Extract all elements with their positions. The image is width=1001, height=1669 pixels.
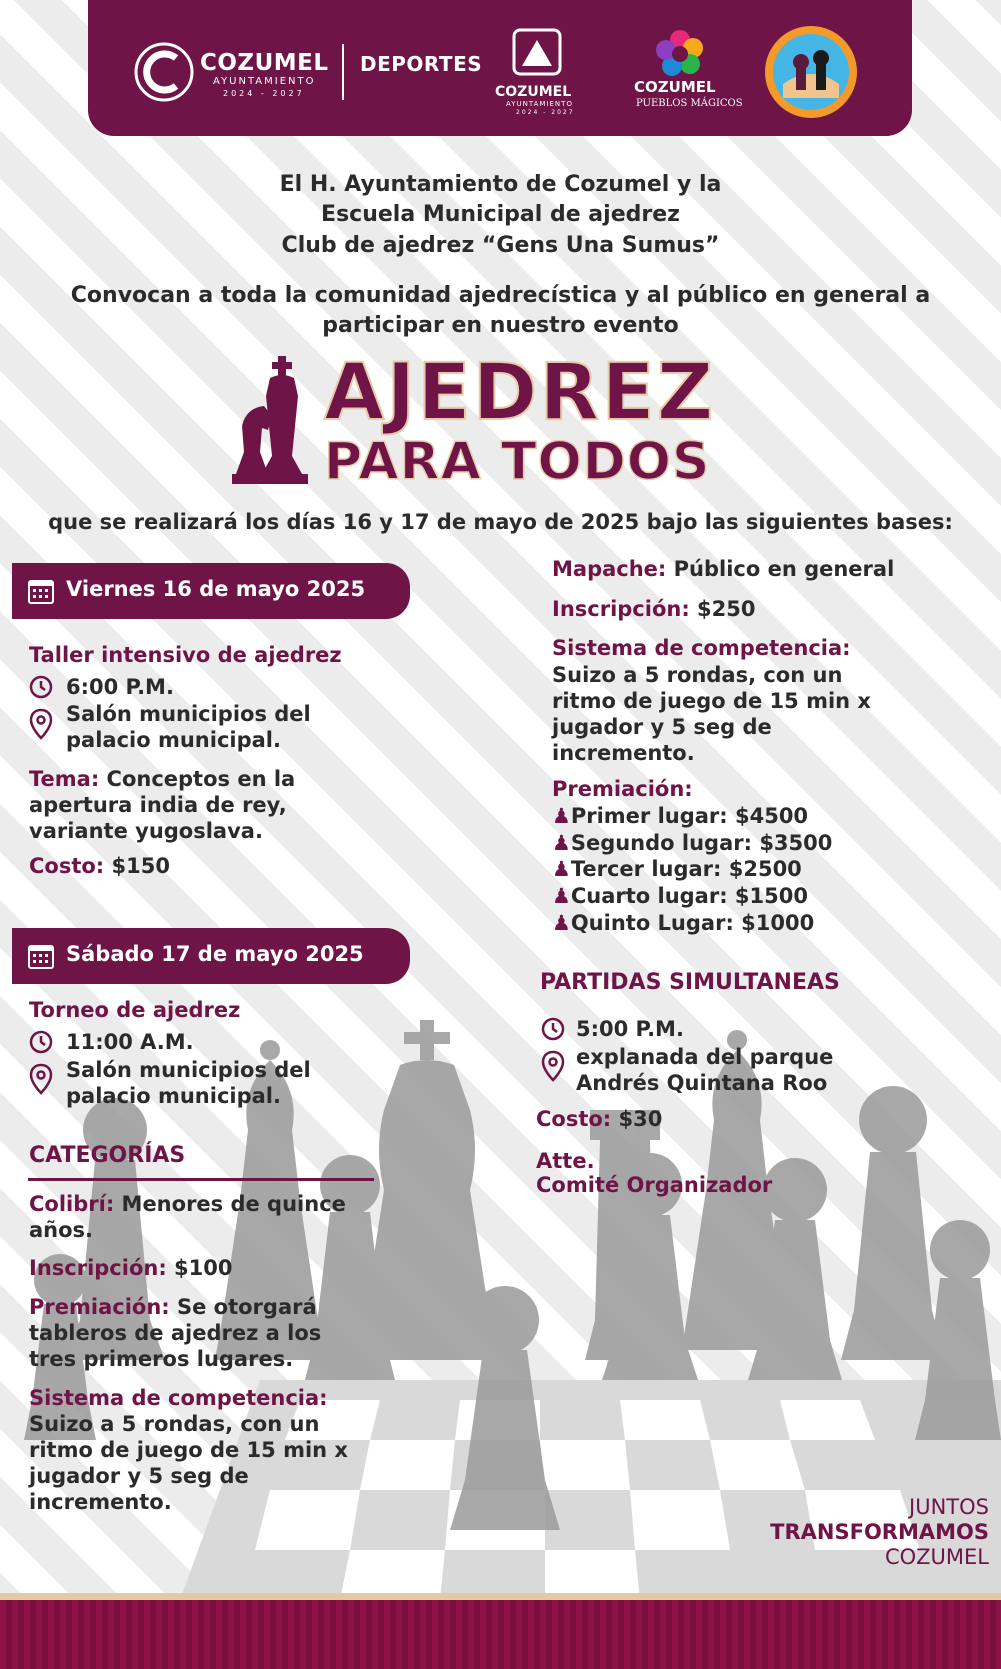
colibri-line-1: Menores de quince <box>121 1192 346 1216</box>
mapache-sistema-line-1: Suizo a 5 rondas, con un <box>552 663 843 687</box>
saturday-place-2: palacio municipal. <box>66 1084 281 1108</box>
friday-time: 6:00 P.M. <box>66 675 174 699</box>
mapache-inscripcion-label: Inscripción: <box>552 597 690 621</box>
slogan-juntos: JUNTOS <box>909 1495 989 1519</box>
title-ajedrez: AJEDREZ <box>324 348 716 438</box>
pueblos-magicos-flower-icon <box>652 26 708 82</box>
colibri-premiacion <box>29 1294 317 1320</box>
mapache-sistema-label: Sistema de competencia: <box>552 636 851 660</box>
comite-organizador: Comité Organizador <box>536 1173 773 1197</box>
prize-text: Tercer lugar: $2500 <box>570 857 802 881</box>
saturday-time: 11:00 A.M. <box>66 1030 194 1054</box>
pawn-icon: ♟ <box>552 831 571 855</box>
prize-item <box>552 883 808 909</box>
colibri-inscripcion <box>29 1255 233 1281</box>
prize-text: Quinto Lugar: $1000 <box>570 911 815 935</box>
intro-line-4: Convocan a toda la comunidad ajedrecística y al público en general a <box>70 283 931 308</box>
pueblos-logo-subtitle: PUEBLOS MÁGICOS <box>636 98 743 109</box>
colibri-inscripcion-value: $100 <box>174 1256 233 1280</box>
king-knight-icon <box>232 356 322 486</box>
calendar-icon <box>27 942 55 970</box>
pawn-icon: ♟ <box>552 884 571 908</box>
bottom-accent-line <box>0 1593 1001 1600</box>
mapache-value: Público en general <box>673 557 895 581</box>
mapache-inscripcion-value: $250 <box>697 597 756 621</box>
deportes-label: DEPORTES <box>360 52 483 76</box>
prize-item <box>552 830 832 856</box>
colibri-sistema-label: Sistema de competencia: <box>29 1386 328 1410</box>
simultaneas-costo-label: Costo: <box>536 1107 612 1131</box>
mapache-sistema-line-3: jugador y 5 seg de <box>552 715 772 739</box>
pawn-icon: ♟ <box>552 857 571 881</box>
cozumel-logo-title: COZUMEL <box>200 50 329 76</box>
atte: Atte. <box>536 1149 595 1173</box>
clock-icon <box>28 1029 54 1055</box>
friday-tema-label: Tema: <box>29 767 100 791</box>
slogan-cozumel: COZUMEL <box>884 1545 989 1569</box>
colibri-sistema-line-4: incremento. <box>29 1490 172 1514</box>
prize-text: Primer lugar: $4500 <box>570 804 809 828</box>
tab-saturday <box>12 928 410 984</box>
mapache-sistema-line-4: incremento. <box>552 741 695 765</box>
location-pin-icon <box>28 708 54 742</box>
friday-costo-label: Costo: <box>29 854 105 878</box>
ayuntamiento-logo-title: COZUMEL <box>495 84 572 100</box>
prize-text: Cuarto lugar: $1500 <box>570 884 808 908</box>
friday-event: Taller intensivo de ajedrez <box>29 643 342 667</box>
mapache-label: Mapache: <box>552 557 667 581</box>
saturday-event: Torneo de ajedrez <box>29 998 241 1022</box>
pawn-icon: ♟ <box>552 911 571 935</box>
cozumel-logo-years: 2024 - 2027 <box>223 89 305 98</box>
clock-icon <box>540 1016 566 1042</box>
simultaneas-time: 5:00 P.M. <box>576 1017 684 1041</box>
colibri-sistema-line-1: Suizo a 5 rondas, con un <box>29 1412 320 1436</box>
prize-item <box>552 856 802 882</box>
prize-item <box>552 803 808 829</box>
categorias-rule <box>28 1178 374 1181</box>
slogan-transformamos: TRANSFORMAMOS <box>770 1520 989 1544</box>
dates-line: que se realizará los días 16 y 17 de mayo de 2025 bajo las siguientes bases: <box>48 510 953 534</box>
ayuntamiento-emblem-icon <box>510 26 564 78</box>
simultaneas-place-2: Andrés Quintana Roo <box>576 1071 828 1095</box>
cozumel-logo-subtitle: AYUNTAMIENTO <box>213 76 316 87</box>
prize-item <box>552 910 814 936</box>
mapache-premiacion-label: Premiación: <box>552 777 693 801</box>
tab-friday <box>12 563 410 619</box>
mapache-inscripcion <box>552 596 756 622</box>
tab-friday-label: Viernes 16 de mayo 2025 <box>66 577 366 601</box>
friday-tema <box>29 766 295 792</box>
location-pin-icon <box>28 1063 54 1097</box>
mapache <box>552 556 894 582</box>
friday-costo <box>29 853 170 879</box>
tab-saturday-label: Sábado 17 de mayo 2025 <box>66 942 364 966</box>
friday-tema-line-2: apertura india de rey, <box>29 793 287 817</box>
pawn-icon: ♟ <box>552 804 571 828</box>
intro-line-1: El H. Ayuntamiento de Cozumel y la <box>279 172 722 197</box>
header-bar <box>88 0 912 136</box>
cozumel-emblem-icon <box>132 40 196 104</box>
ayuntamiento-logo-years: 2024 - 2027 <box>516 109 575 116</box>
colibri-label: Colibrí: <box>29 1192 115 1216</box>
friday-place-2: palacio municipal. <box>66 728 281 752</box>
mapache-sistema-line-2: ritmo de juego de 15 min x <box>552 689 871 713</box>
intro-line-5: participar en nuestro evento <box>322 313 679 338</box>
header-divider <box>342 44 344 100</box>
colibri-premiacion-label: Premiación: <box>29 1295 170 1319</box>
colibri-sistema-line-2: ritmo de juego de 15 min x <box>29 1438 348 1462</box>
colibri-line-2: años. <box>29 1218 94 1242</box>
ayuntamiento-logo-subtitle: AYUNTAMIENTO <box>506 100 573 108</box>
friday-tema-line-1: Conceptos en la <box>106 767 296 791</box>
colibri <box>29 1191 346 1217</box>
club-gens-una-sumus-logo <box>763 24 859 120</box>
bottom-band <box>0 1600 1001 1669</box>
simultaneas-costo-value: $30 <box>618 1107 663 1131</box>
calendar-icon <box>27 577 55 605</box>
simultaneas-place-1: explanada del parque <box>576 1045 834 1069</box>
saturday-place-1: Salón municipios del <box>66 1058 311 1082</box>
pueblos-logo-title: COZUMEL <box>634 78 716 96</box>
colibri-inscripcion-label: Inscripción: <box>29 1256 167 1280</box>
title-para-todos: PARA TODOS <box>324 432 711 492</box>
colibri-premiacion-line-1: Se otorgará <box>176 1295 317 1319</box>
location-pin-icon <box>540 1050 566 1084</box>
intro-line-3: Club de ajedrez “Gens Una Sumus” <box>281 233 720 258</box>
simultaneas-heading: PARTIDAS SIMULTANEAS <box>540 970 840 995</box>
colibri-premiacion-line-3: tres primeros lugares. <box>29 1347 294 1371</box>
categorias-heading: CATEGORÍAS <box>29 1143 186 1168</box>
simultaneas-costo <box>536 1106 662 1132</box>
friday-costo-value: $150 <box>111 854 170 878</box>
colibri-sistema-line-3: jugador y 5 seg de <box>29 1464 249 1488</box>
colibri-premiacion-line-2: tableros de ajedrez a los <box>29 1321 322 1345</box>
clock-icon <box>28 674 54 700</box>
friday-place-1: Salón municipios del <box>66 702 311 726</box>
friday-tema-line-3: variante yugoslava. <box>29 819 263 843</box>
intro-line-2: Escuela Municipal de ajedrez <box>321 202 680 227</box>
prize-text: Segundo lugar: $3500 <box>570 831 833 855</box>
